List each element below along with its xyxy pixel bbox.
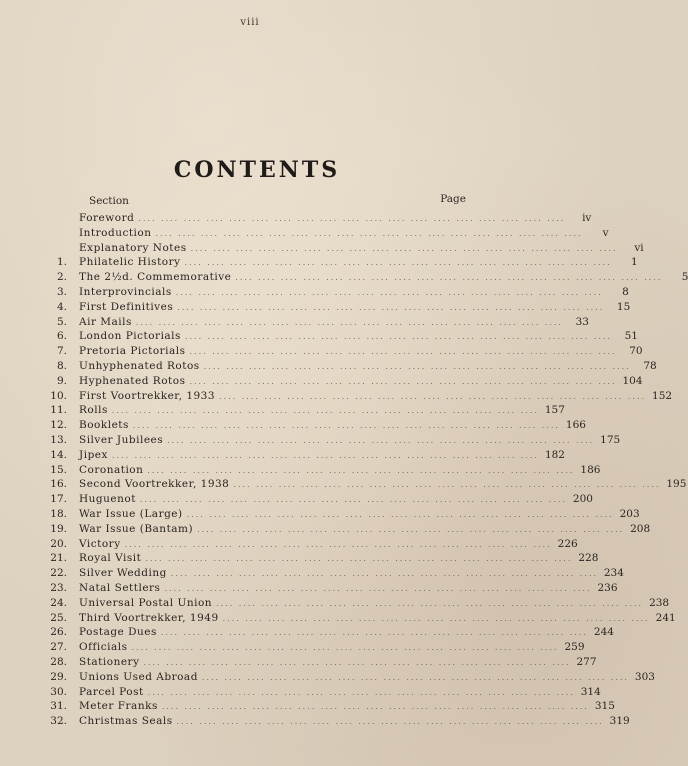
page-number: iv [582, 212, 592, 224]
toc-entry [0, 255, 638, 270]
leader-dots: .... .... .... .... .... .... .... .... .... .... .... .... .... .... .... .... .... .... .... [111, 450, 539, 460]
section-title: Officials [79, 641, 128, 654]
entry-line [79, 625, 614, 641]
page-number: 244 [593, 626, 614, 639]
section-number: 22. [50, 567, 67, 580]
page-number: 319 [609, 715, 630, 728]
section-title: Foreword [79, 212, 135, 224]
toc-entry [0, 403, 565, 418]
page-number: 166 [565, 419, 586, 432]
entry-line [79, 463, 601, 479]
entry-line [79, 255, 638, 271]
entry-line [79, 359, 657, 375]
entry-line [79, 492, 593, 508]
section-title: Silver Jubilees [79, 433, 164, 446]
section-number: 26. [50, 626, 67, 639]
entry-line [79, 596, 670, 612]
page-number: vi [634, 241, 644, 254]
entry-line [79, 581, 618, 597]
section-title: Explanatory Notes [79, 241, 187, 254]
page-number: 51 [624, 330, 638, 343]
page-number: 195 [666, 478, 687, 491]
toc-entry [0, 655, 597, 670]
entry-line [79, 374, 643, 390]
entry-line [79, 670, 655, 686]
page-number: 5 [681, 271, 688, 284]
leader-dots: .... .... .... .... .... .... .... .... .... .... .... .... .... .... .... .... .... .... .... [143, 657, 571, 667]
section-title: Royal Visit [79, 552, 142, 565]
toc-entry [0, 492, 593, 507]
leader-dots: .... .... .... .... .... .... .... .... .... .... .... .... .... .... .... .... .... .... .... [131, 643, 559, 653]
section-number: 32. [50, 715, 67, 728]
section-title: London Pictorials [79, 330, 181, 343]
entry-line [79, 329, 638, 345]
toc-entry [0, 211, 592, 226]
section-title: Universal Postal Union [79, 596, 213, 609]
section-number: 18. [50, 507, 67, 520]
page-number: 228 [578, 552, 599, 565]
section-title: Air Mails [79, 315, 132, 328]
leader-dots: .... .... .... .... .... .... .... .... .... .... .... .... .... .... .... .... .... .... .... [216, 598, 644, 608]
toc-entry [0, 389, 673, 404]
leader-dots: .... .... .... .... .... .... .... .... .... .... .... .... .... .... .... .... .... .... .... [170, 569, 598, 579]
toc-entry [0, 551, 599, 566]
section-title: Christmas Seals [79, 715, 173, 728]
leader-dots: .... .... .... .... .... .... .... .... .... .... .... .... .... .... .... .... .... .... .... [184, 332, 612, 342]
section-title: The 2½d. Commemorative [79, 271, 232, 284]
leader-dots: .... .... .... .... .... .... .... .... .... .... .... .... .... .... .... .... .... .... .... [186, 509, 614, 519]
leader-dots: .... .... .... .... .... .... .... .... .... .... .... .... .... .... .... .... .... .... .... [184, 258, 612, 268]
page-number: 234 [603, 567, 624, 580]
page-number: 186 [580, 463, 601, 476]
section-title: Victory [79, 537, 121, 550]
entry-line [79, 611, 676, 627]
leader-dots: .... .... .... .... .... .... .... .... .... .... .... .... .... .... .... .... .... .... .... [147, 687, 575, 697]
section-number: 2. [56, 271, 67, 284]
toc-entry [0, 463, 601, 478]
section-number: 30. [50, 685, 67, 698]
toc-entry [0, 448, 565, 463]
page-number: 182 [544, 448, 565, 461]
toc-entry [0, 507, 640, 522]
toc-entry [0, 418, 586, 433]
leader-dots: .... .... .... .... .... .... .... .... .... .... .... .... .... .... .... .... .... .... .... [203, 361, 631, 371]
entry-line [79, 699, 615, 715]
toc-entry [0, 315, 589, 330]
page-number: 315 [594, 700, 615, 713]
toc-entry [0, 581, 618, 596]
page-number: 152 [652, 389, 673, 402]
section-number: 15. [50, 463, 67, 476]
page-number: 70 [629, 345, 643, 358]
page-number: 236 [597, 581, 618, 594]
entry-line [79, 344, 643, 360]
section-number: 28. [50, 655, 67, 668]
leader-dots: .... .... .... .... .... .... .... .... .... .... .... .... .... .... .... .... .... .... .... [235, 273, 663, 283]
section-number: 21. [50, 552, 67, 565]
leader-dots: .... .... .... .... .... .... .... .... .... .... .... .... .... .... .... .... .... .... .... [190, 243, 618, 253]
leader-dots: .... .... .... .... .... .... .... .... .... .... .... .... .... .... .... .... .... .... .... [138, 214, 566, 223]
section-number: 7. [56, 345, 67, 358]
section-number: 14. [50, 448, 67, 461]
section-number: 8. [56, 359, 67, 372]
section-title: Coronation [79, 463, 144, 476]
toc-entry [0, 241, 644, 256]
section-column-header: Section [89, 195, 129, 207]
page-number: 314 [580, 685, 601, 698]
entry-line [79, 300, 631, 316]
section-title: Postage Dues [79, 626, 157, 639]
toc-entry [0, 699, 615, 714]
entry-line [79, 551, 599, 567]
entry-line [79, 270, 688, 286]
entry-line [79, 655, 597, 671]
entry-line [79, 418, 586, 434]
section-title: Meter Franks [79, 700, 158, 713]
section-title: Huguenot [79, 493, 136, 506]
entry-line [79, 389, 673, 405]
page-number: 203 [619, 507, 640, 520]
leader-dots: .... .... .... .... .... .... .... .... .... .... .... .... .... .... .... .... .... .... .... [189, 376, 617, 386]
section-title: Rolls [79, 404, 108, 417]
toc-entry [0, 477, 687, 492]
section-number: 20. [50, 537, 67, 550]
page-number: 157 [544, 404, 565, 417]
section-title: Unhyphenated Rotos [79, 359, 200, 372]
leader-dots: .... .... .... .... .... .... .... .... .... .... .... .... .... .... .... .... .... .... .... [139, 495, 567, 505]
leader-dots: .... .... .... .... .... .... .... .... .... .... .... .... .... .... .... .... .... .... .... [222, 613, 650, 623]
leader-dots: .... .... .... .... .... .... .... .... .... .... .... .... .... .... .... .... .... .... .... [176, 717, 604, 727]
page-number: 277 [576, 655, 597, 668]
entry-line [79, 714, 630, 730]
section-number: 17. [50, 493, 67, 506]
page-number: 33 [575, 315, 589, 328]
page-number: 8 [622, 285, 629, 298]
toc-entry [0, 596, 670, 611]
section-title: Second Voortrekker, 1938 [79, 478, 230, 491]
toc-entry [0, 285, 629, 300]
page-number: 104 [622, 374, 643, 387]
leader-dots: .... .... .... .... .... .... .... .... .... .... .... .... .... .... .... .... .... .... .... [177, 302, 605, 312]
leader-dots: .... .... .... .... .... .... .... .... .... .... .... .... .... .... .... .... .... .... .... [161, 702, 589, 712]
entry-line [79, 477, 687, 493]
leader-dots: .... .... .... .... .... .... .... .... .... .... .... .... .... .... .... .... .... .... .... [197, 524, 625, 534]
page-number: v [602, 226, 609, 239]
section-number: 1. [56, 256, 67, 269]
section-number: 6. [56, 330, 67, 343]
leader-dots: .... .... .... .... .... .... .... .... .... .... .... .... .... .... .... .... .... .... .... [132, 421, 560, 431]
page-number: 303 [634, 670, 655, 683]
section-title: Third Voortrekker, 1949 [79, 611, 219, 624]
toc-entry [0, 329, 638, 344]
toc-entry [0, 537, 578, 552]
toc-entry [0, 300, 631, 315]
leader-dots: .... .... .... .... .... .... .... .... .... .... .... .... .... .... .... .... .... .... .... [111, 406, 539, 416]
toc-entry [0, 670, 655, 685]
section-number: 16. [50, 478, 67, 491]
section-number: 3. [56, 285, 67, 298]
leader-dots: .... .... .... .... .... .... .... .... .... .... .... .... .... .... .... .... .... .... .... [233, 480, 661, 490]
section-title: War Issue (Bantam) [79, 522, 194, 535]
toc-entry [0, 344, 643, 359]
section-title: Philatelic History [79, 256, 181, 269]
toc-entry [0, 685, 601, 700]
entry-line [79, 226, 609, 242]
section-title: Parcel Post [79, 685, 144, 698]
section-number: 31. [50, 700, 67, 713]
toc-entry [0, 270, 688, 285]
section-number: 25. [50, 611, 67, 624]
section-number: 5. [56, 315, 67, 328]
entry-line [79, 522, 651, 538]
toc-entry [0, 611, 676, 626]
page-column-header: Page [440, 193, 466, 205]
page-number: 1 [630, 256, 638, 269]
entry-line [79, 448, 565, 464]
toc-entry [0, 625, 614, 640]
toc-entry [0, 522, 651, 537]
page-number: 208 [630, 522, 651, 535]
entry-line [79, 403, 565, 419]
toc-entry [0, 433, 621, 448]
page-number: 78 [643, 359, 657, 372]
leader-dots: .... .... .... .... .... .... .... .... .... .... .... .... .... .... .... .... .... .... .... [145, 554, 573, 564]
toc-entry [0, 374, 643, 389]
page-number: 241 [655, 611, 676, 624]
section-title: Stationery [79, 655, 140, 668]
leader-dots: .... .... .... .... .... .... .... .... .... .... .... .... .... .... .... .... .... .... .... [160, 628, 588, 638]
toc-entry [0, 359, 657, 374]
section-title: Introduction [79, 226, 152, 239]
section-number: 24. [50, 596, 67, 609]
entry-line [79, 211, 592, 227]
page-number: 226 [557, 537, 578, 550]
leader-dots: .... .... .... .... .... .... .... .... .... .... .... .... .... .... .... .... .... .... .... [135, 317, 563, 327]
entry-line [79, 507, 640, 523]
page-number: 238 [649, 596, 670, 609]
section-number: 4. [56, 300, 67, 313]
entry-line [79, 315, 589, 331]
section-number: 19. [50, 522, 67, 535]
entry-line [79, 640, 585, 656]
section-number: 23. [50, 581, 67, 594]
entry-line [79, 285, 629, 301]
leader-dots: .... .... .... .... .... .... .... .... .... .... .... .... .... .... .... .... .... .... .... [175, 287, 603, 297]
toc-entry [0, 566, 624, 581]
section-number: 9. [56, 374, 67, 387]
leader-dots: .... .... .... .... .... .... .... .... .... .... .... .... .... .... .... .... .... .... .... [167, 435, 595, 445]
section-number: 12. [50, 419, 67, 432]
entry-line [79, 685, 601, 701]
section-title: Silver Wedding [79, 567, 167, 580]
leader-dots: .... .... .... .... .... .... .... .... .... .... .... .... .... .... .... .... .... .... .... [155, 228, 583, 238]
section-title: Hyphenated Rotos [79, 374, 186, 387]
section-number: 27. [50, 641, 67, 654]
page-number: 15 [616, 300, 631, 313]
entry-line [79, 537, 578, 553]
section-number: 10. [50, 389, 67, 402]
section-title: Jipex [79, 448, 108, 461]
toc-entry [0, 714, 630, 729]
leader-dots: .... .... .... .... .... .... .... .... .... .... .... .... .... .... .... .... .... .... .... [219, 391, 647, 401]
section-number: 29. [50, 670, 67, 683]
section-title: War Issue (Large) [79, 507, 183, 520]
section-number: 11. [50, 404, 67, 417]
section-title: First Voortrekker, 1933 [79, 389, 216, 402]
leader-dots: .... .... .... .... .... .... .... .... .... .... .... .... .... .... .... .... .... .... .... [201, 672, 629, 682]
section-title: Booklets [79, 419, 129, 432]
leader-dots: .... .... .... .... .... .... .... .... .... .... .... .... .... .... .... .... .... .... .... [124, 539, 552, 549]
leader-dots: .... .... .... .... .... .... .... .... .... .... .... .... .... .... .... .... .... .... .... [189, 347, 617, 357]
page-number: 200 [572, 493, 593, 506]
page-number: 175 [600, 433, 621, 446]
page-title: CONTENTS [173, 157, 341, 183]
entry-line [79, 433, 621, 449]
section-title: Pretoria Pictorials [79, 345, 186, 358]
section-title: Unions Used Abroad [79, 670, 198, 683]
section-title: First Definitives [79, 300, 174, 313]
entry-line [79, 241, 644, 257]
leader-dots: .... .... .... .... .... .... .... .... .... .... .... .... .... .... .... .... .... .... .... [164, 583, 592, 593]
section-number: 13. [50, 433, 67, 446]
section-title: Natal Settlers [79, 581, 161, 594]
toc-entry [0, 226, 609, 241]
section-title: Interprovincials [79, 285, 172, 298]
entry-line [79, 566, 624, 582]
page-folio: viii [240, 17, 260, 28]
page-number: 259 [564, 641, 585, 654]
toc-entry [0, 640, 585, 655]
contents-list [0, 211, 688, 729]
leader-dots: .... .... .... .... .... .... .... .... .... .... .... .... .... .... .... .... .... .... .... [147, 465, 575, 475]
